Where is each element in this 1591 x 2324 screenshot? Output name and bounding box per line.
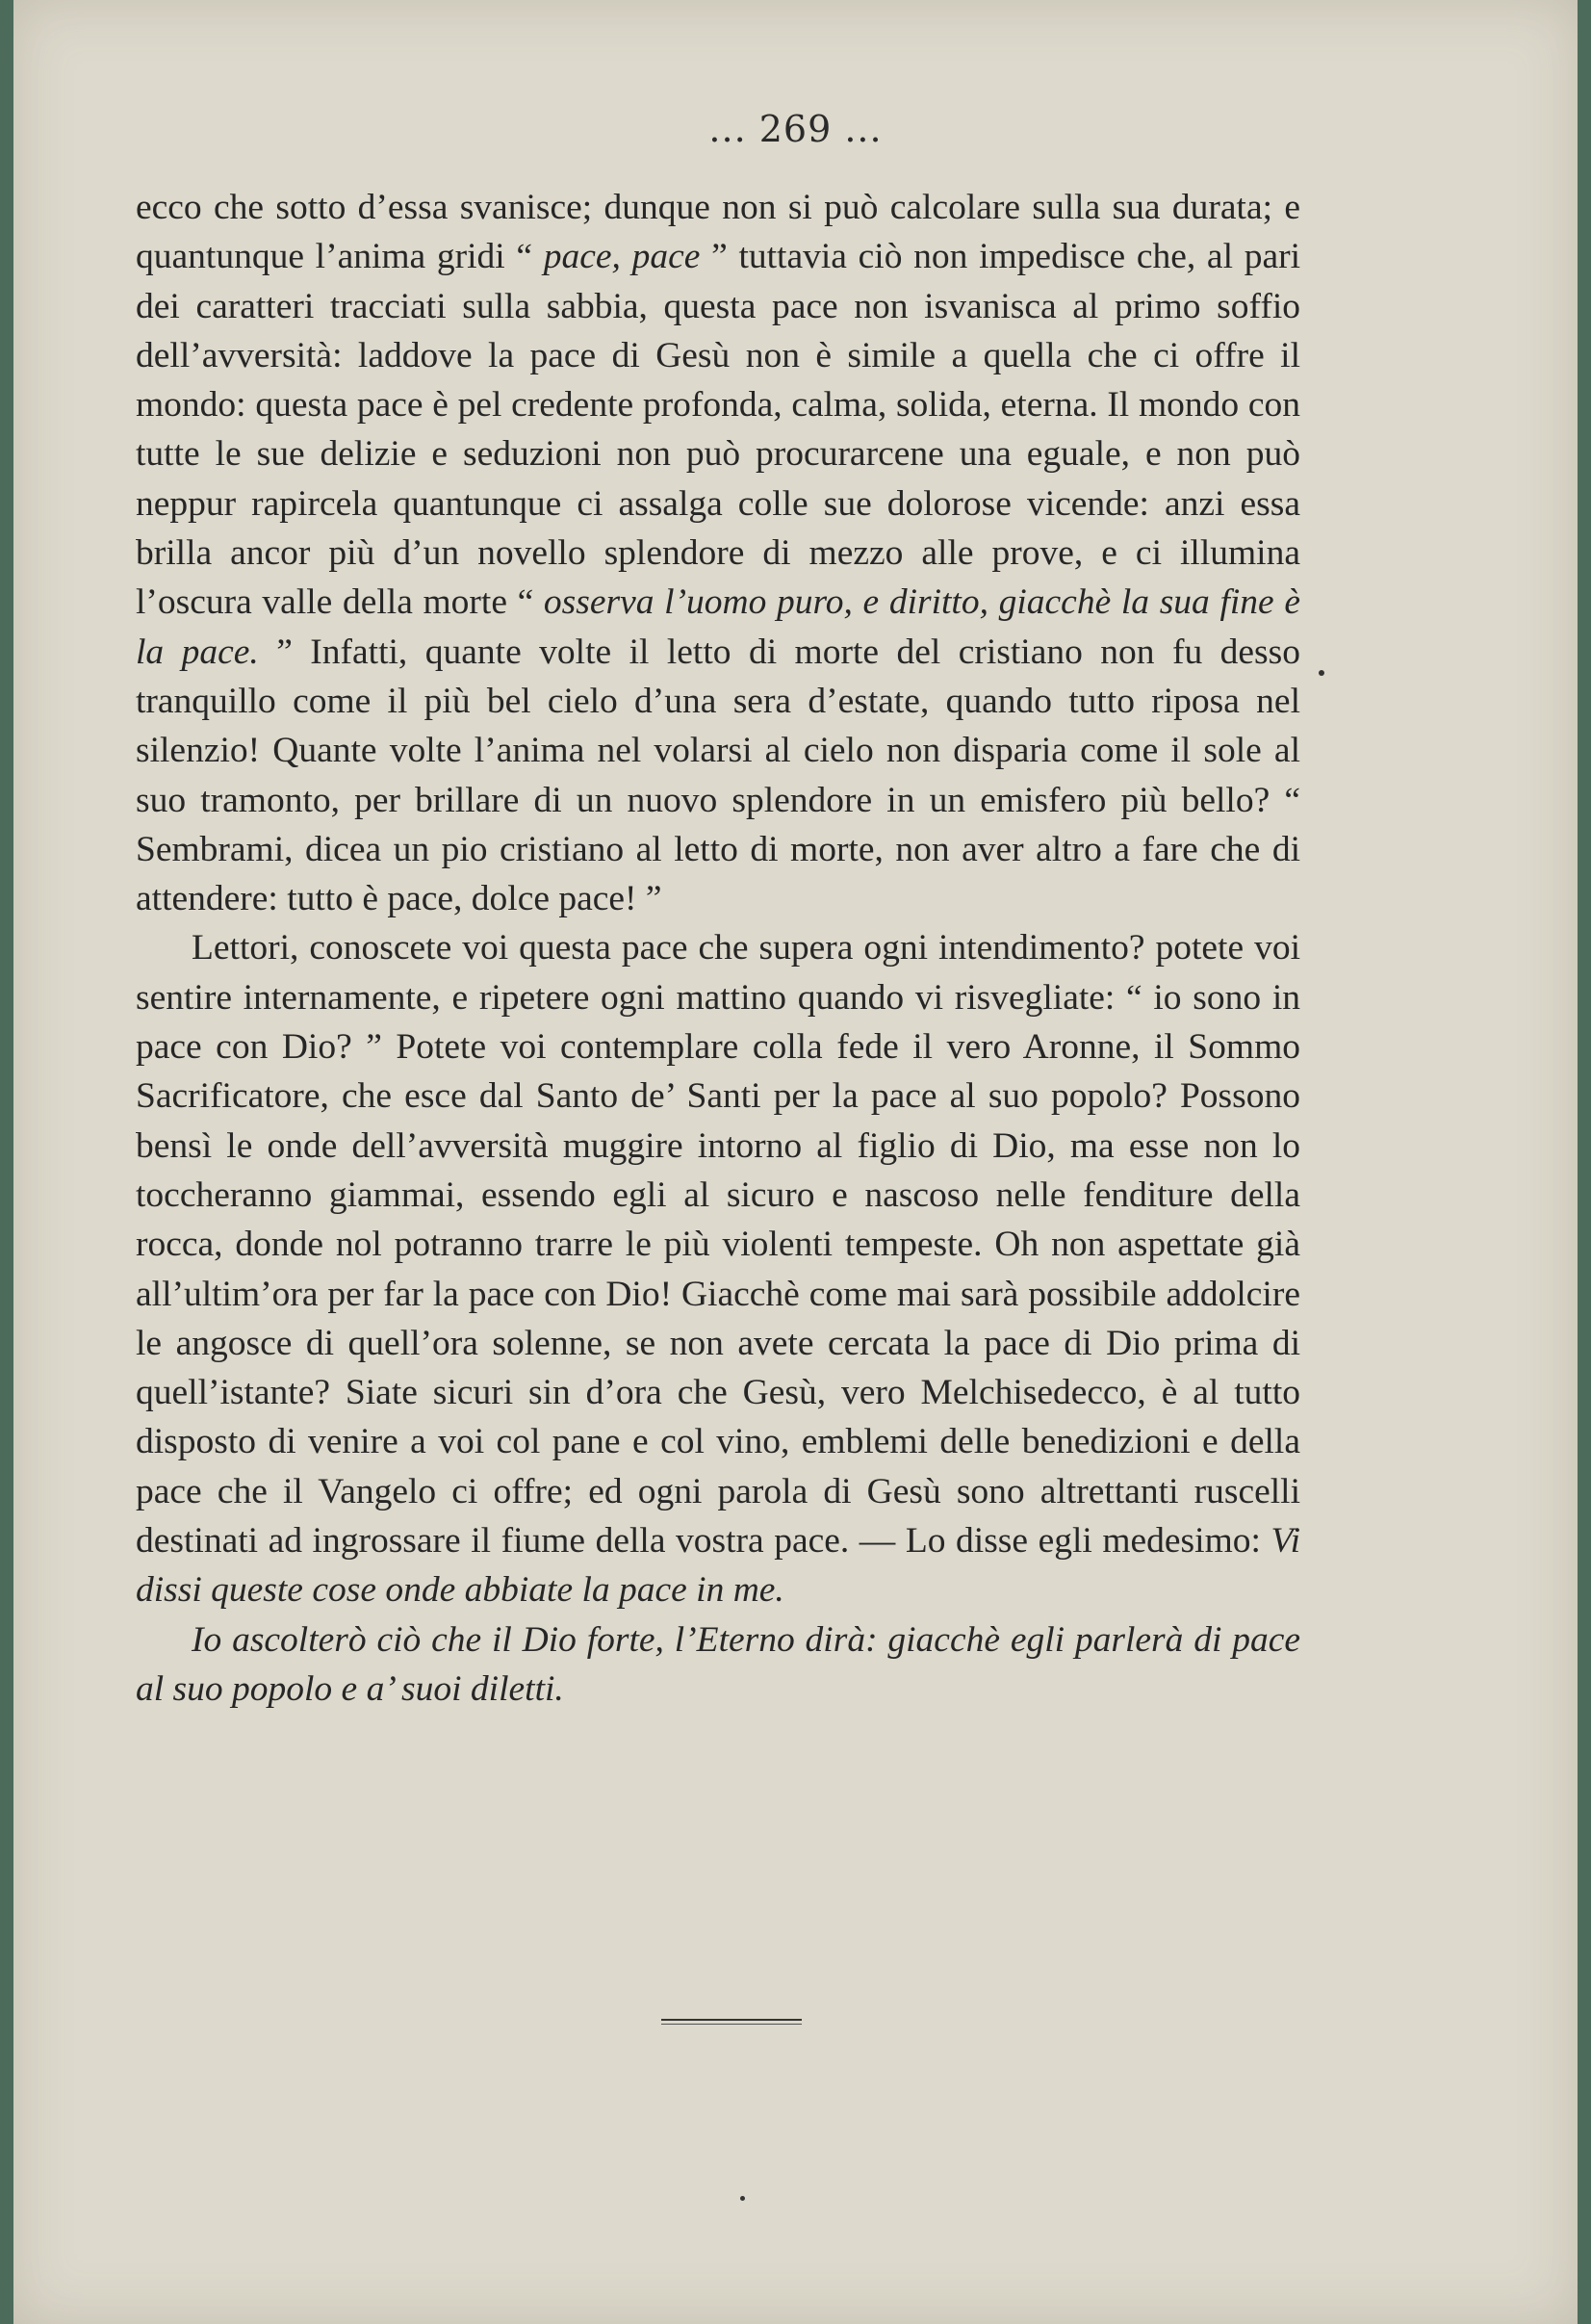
- print-speck: [740, 2196, 745, 2201]
- text-segment: ” tuttavia ciò non impedisce che, al pari dei caratteri tracciati sulla sabbia, questa pace non isvanisca al primo soffio dell’avversità: laddove la pace di Gesù non è simile a quella che ci offre il mondo: questa pace è pel credente profonda, calma, solida, eterna. Il mondo con tutte le sue delizie e seduzioni non può procurarcene una eguale, e non può neppur rapircela quantunque ci assalga colle sue dolorose vicende: anzi essa brilla ancor più d’un novello splendore di mezzo alle prove, e ci illumina l’oscura valle della morte “: [136, 237, 1300, 623]
- italic-quote: osserva l’uomo puro, e diritto, giacchè la sua fine è la pace.: [136, 582, 1300, 672]
- text-segment: Lettori, conoscete voi questa pace che supera ogni intendimento? potete voi sentire internamente, e ripetere ogni mattino quando vi risvegliate: “ io sono in pace con Dio? ” Potete voi contemplare colla fede il vero Aronne, il Sommo Sacrificatore, che esce dal Santo de’ Santi per la pace al suo popolo? Possono bensì le onde dell’avversità muggire intorno al figlio di Dio, ma esse non lo toccheranno giammai, essendo egli al sicuro e nascoso nelle fenditure della rocca, donde nol potranno trarre le più violenti tempeste. Oh non aspettate già all’ultim’ora per far la pace con Dio! Giacchè come mai sarà possibile addolcire le angosce di quell’ora solenne, se non avete cercata la pace di Dio prima di quell’istante? Siate sicuri sin d’ora che Gesù, vero Melchisedecco, è al tutto disposto di venire a voi col pane e col vino, emblemi delle benedizioni e della pace che il Vangelo ci offre; ed ogni parola di Gesù sono altrettanti ruscelli destinati ad ingrossare il fiume della vostra pace. — Lo disse egli medesimo:: [136, 928, 1300, 1562]
- closing-rule: [661, 2019, 802, 2021]
- book-page: [13, 0, 1578, 2324]
- text-segment: ” Infatti, quante volte il letto di morte del cristiano non fu desso tranquillo come il più bel cielo d’una sera d’estate, quando tutto riposa nel silenzio! Quante volte l’anima nel volarsi al cielo non disparia come il sole al suo tramonto, per brillare di un nuovo splendore in un emisfero più bello? “ Sembrami, dicea un pio cristiano al letto di morte, non aver altro a fare che di attendere: tutto è pace, dolce pace! ”: [136, 632, 1300, 919]
- italic-quote: Io ascolterò ciò che il Dio forte, l’Eterno dirà: giacchè egli parlerà di pace al suo popolo e a’ suoi diletti.: [136, 1619, 1300, 1709]
- paragraph-2: [136, 923, 1300, 1614]
- body-text: [136, 183, 1300, 1714]
- italic-quote: pace, pace: [543, 237, 701, 277]
- page-number: ... 269 ...: [708, 108, 883, 150]
- paragraph-3: [136, 1615, 1300, 1715]
- text-segment: ecco che sotto d’essa svanisce; dunque non si può calcolare sulla sua durata; e quantunque l’anima gridi “: [136, 188, 1300, 277]
- paragraph-1: [136, 183, 1300, 923]
- italic-quote: Vi dissi queste cose onde abbiate la pace in me.: [136, 1521, 1300, 1611]
- print-speck: [1319, 670, 1324, 676]
